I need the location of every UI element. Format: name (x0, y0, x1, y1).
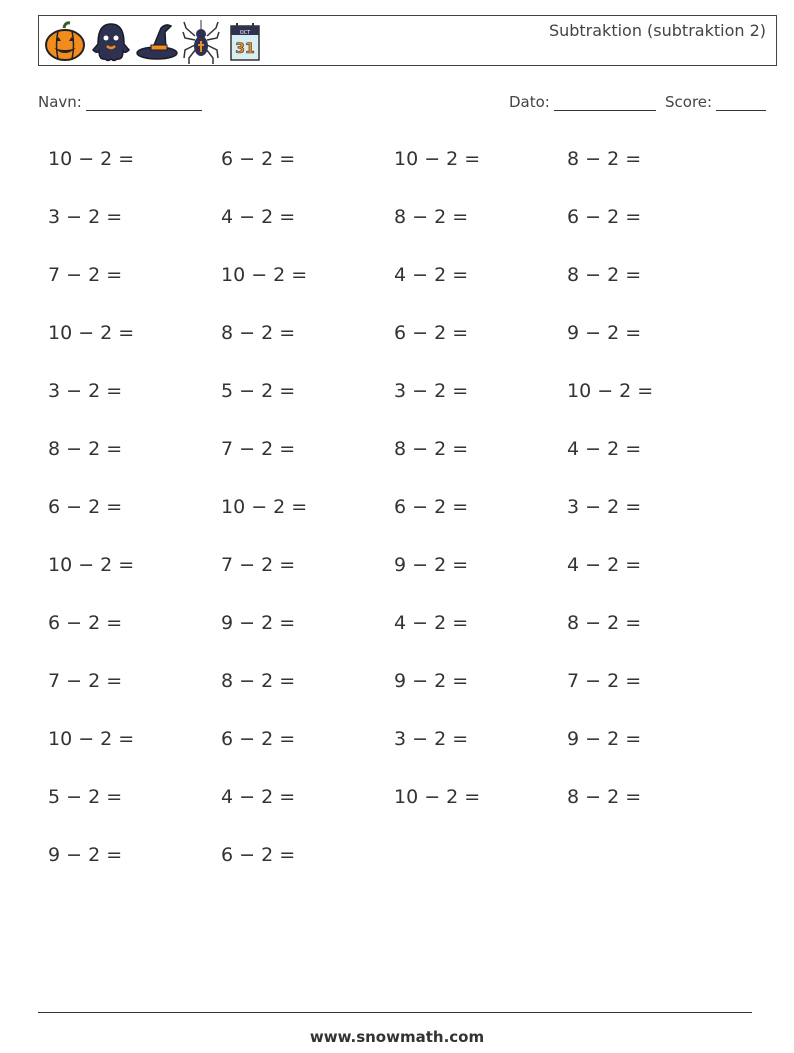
problem-item: 10 − 2 = (394, 148, 481, 170)
problem-item: 8 − 2 = (567, 148, 642, 170)
problem-item: 10 − 2 = (221, 496, 308, 518)
problem-item: 10 − 2 = (48, 148, 135, 170)
date-label: Dato: (509, 93, 550, 111)
problem-item: 8 − 2 = (221, 322, 296, 344)
score-blank[interactable] (716, 94, 766, 111)
witch-hat-icon (135, 20, 179, 64)
problem-item: 8 − 2 = (221, 670, 296, 692)
problem-item: 10 − 2 = (48, 322, 135, 344)
problem-item: 6 − 2 = (394, 496, 469, 518)
problem-item: 7 − 2 = (48, 264, 123, 286)
problem-item: 9 − 2 = (221, 612, 296, 634)
problem-item: 3 − 2 = (394, 380, 469, 402)
problem-item: 5 − 2 = (48, 786, 123, 808)
date-blank[interactable] (554, 94, 656, 111)
score-field (665, 93, 766, 111)
problem-item: 5 − 2 = (221, 380, 296, 402)
problem-item: 3 − 2 = (48, 380, 123, 402)
problem-item: 4 − 2 = (221, 206, 296, 228)
score-label: Score: (665, 93, 713, 111)
calendar-icon (227, 20, 263, 64)
date-field (509, 93, 656, 111)
problem-item: 8 − 2 = (394, 438, 469, 460)
problem-item: 10 − 2 = (221, 264, 308, 286)
problem-item: 6 − 2 = (48, 612, 123, 634)
problem-item: 8 − 2 = (394, 206, 469, 228)
problem-item: 9 − 2 = (567, 322, 642, 344)
footer-url: www.snowmath.com (309, 1028, 485, 1046)
name-label: Navn: (38, 93, 82, 111)
problem-item: 10 − 2 = (48, 728, 135, 750)
calendar-day: 31 (235, 41, 255, 57)
pumpkin-icon (43, 20, 87, 64)
problem-item: 10 − 2 = (48, 554, 135, 576)
ghost-icon (91, 20, 131, 64)
name-field (38, 93, 202, 111)
problem-item: 3 − 2 = (48, 206, 123, 228)
problem-item: 6 − 2 = (221, 728, 296, 750)
calendar-month: OCT (239, 30, 251, 36)
problem-item: 8 − 2 = (567, 264, 642, 286)
footer-divider (38, 1012, 752, 1013)
spider-icon (181, 20, 221, 64)
worksheet-header (38, 15, 777, 66)
problem-item: 4 − 2 = (221, 786, 296, 808)
problem-item: 6 − 2 = (48, 496, 123, 518)
problem-item: 8 − 2 = (48, 438, 123, 460)
problem-item: 7 − 2 = (221, 438, 296, 460)
problem-item: 3 − 2 = (394, 728, 469, 750)
problem-item: 4 − 2 = (567, 438, 642, 460)
name-blank[interactable] (86, 94, 202, 111)
problem-item: 9 − 2 = (48, 844, 123, 866)
problem-item: 4 − 2 = (394, 264, 469, 286)
problem-item: 4 − 2 = (394, 612, 469, 634)
worksheet-title: Subtraktion (subtraktion 2) (548, 21, 766, 40)
problem-item: 10 − 2 = (394, 786, 481, 808)
problem-item: 9 − 2 = (567, 728, 642, 750)
problem-item: 8 − 2 = (567, 786, 642, 808)
problem-item: 6 − 2 = (221, 844, 296, 866)
problem-item: 6 − 2 = (567, 206, 642, 228)
problem-item: 6 − 2 = (394, 322, 469, 344)
problem-item: 7 − 2 = (567, 670, 642, 692)
problem-item: 10 − 2 = (567, 380, 654, 402)
problem-item: 8 − 2 = (567, 612, 642, 634)
problem-item: 9 − 2 = (394, 670, 469, 692)
problem-item: 3 − 2 = (567, 496, 642, 518)
problem-item: 7 − 2 = (48, 670, 123, 692)
problem-item: 9 − 2 = (394, 554, 469, 576)
problem-item: 4 − 2 = (567, 554, 642, 576)
problem-item: 6 − 2 = (221, 148, 296, 170)
problem-item: 7 − 2 = (221, 554, 296, 576)
